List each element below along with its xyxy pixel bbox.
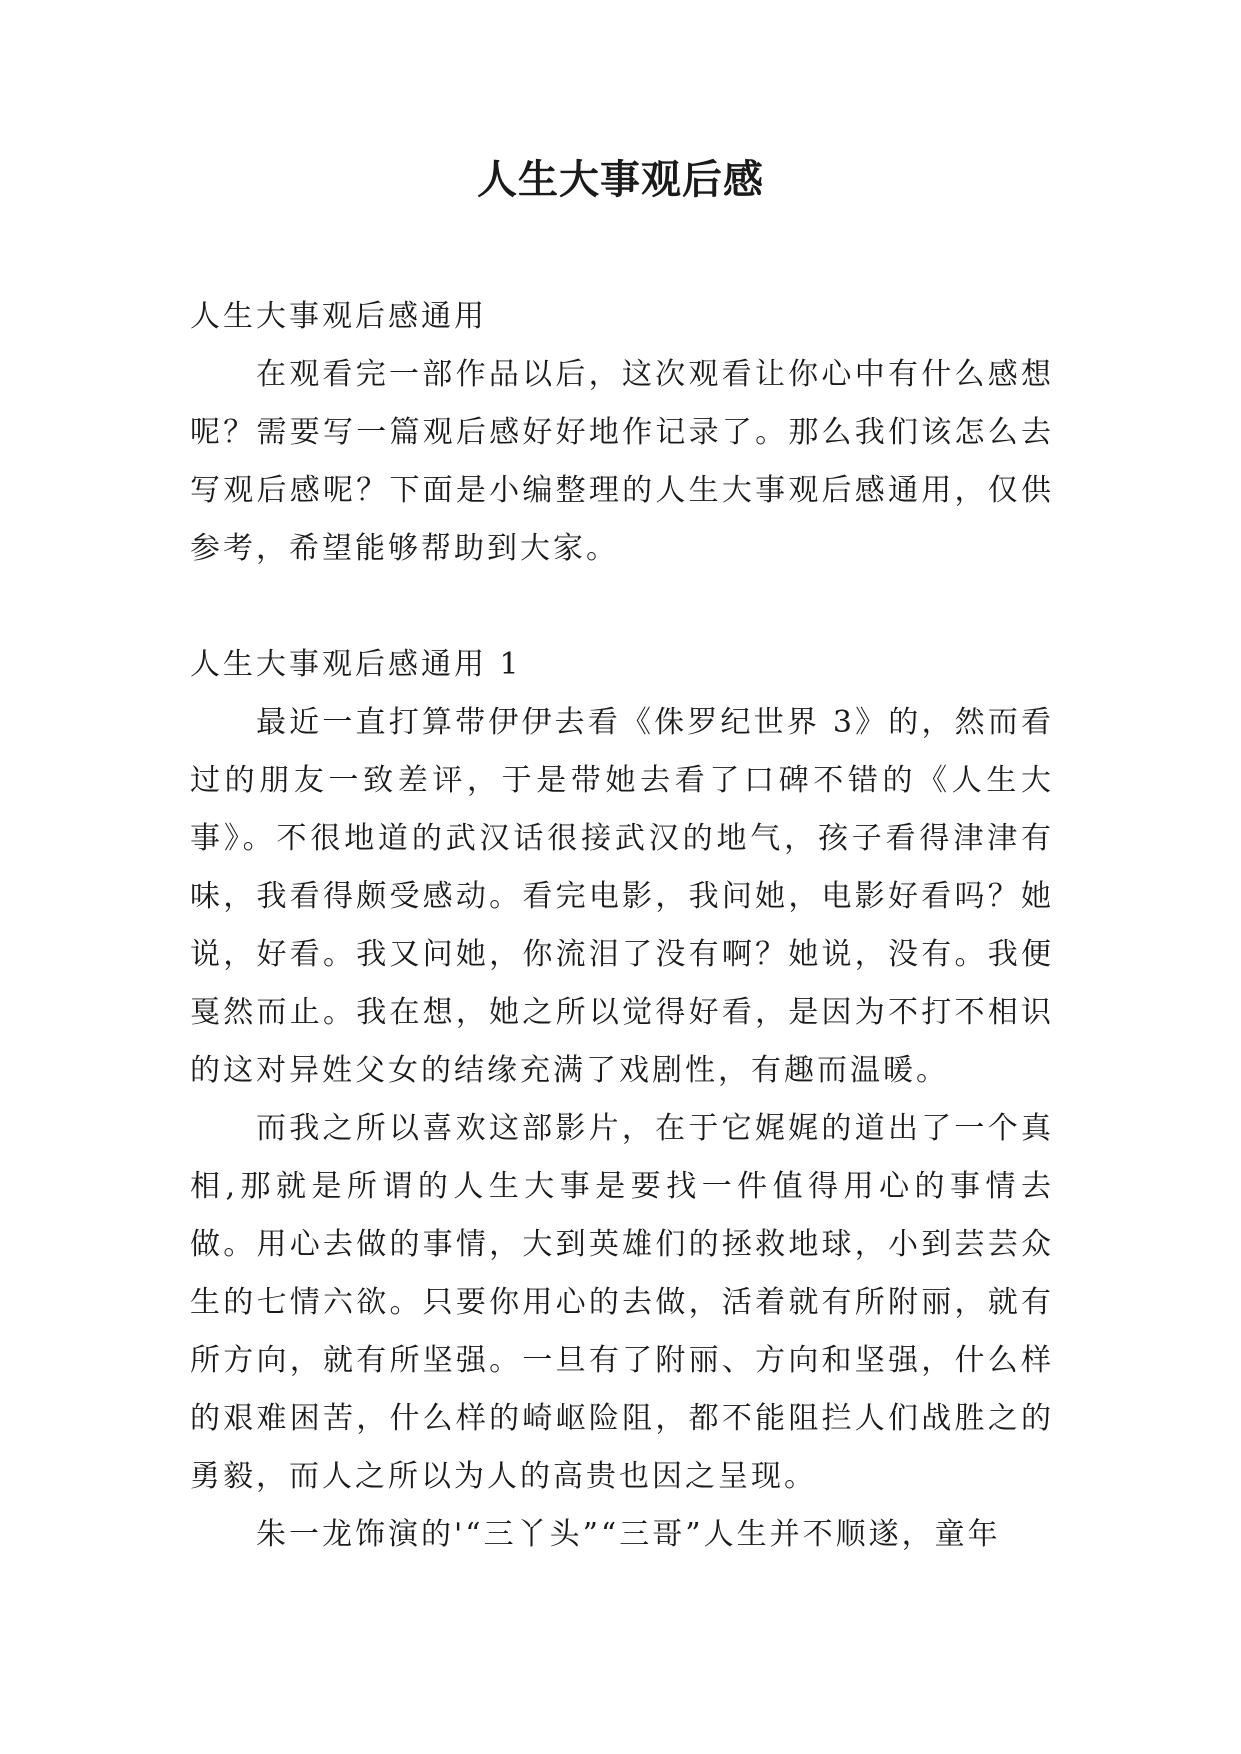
- intro-heading: 人生大事观后感通用: [190, 299, 487, 334]
- section-1-paragraph-3: 朱一龙饰演的'“三丫头”“三哥”人生并不顺遂，童年: [256, 1517, 1001, 1552]
- section-spacer: [190, 578, 1054, 636]
- document-body: [190, 288, 1054, 1564]
- section-1-paragraph-1: 最近一直打算带伊伊去看《侏罗纪世界 3》的，然而看过的朋友一致差评，于是带她去看了口碑不错的《人生大事》。不很地道的武汉话很接武汉的地气，孩子看得津津有味，我看得颇受感动。看完电影，我问她，电影好看吗？她说，好看。我又问她，你流泪了没有啊？她说，没有。我便戛然而止。我在想，她之所以觉得好看，是因为不打不相识的这对异姓父女的结缘充满了戏剧性，有趣而温暖。: [190, 705, 1054, 1088]
- section-1-paragraph-2: 而我之所以喜欢这部影片，在于它娓娓的道出了一个真相,那就是所谓的人生大事是要找一件值得用心的事情去做。用心去做的事情，大到英雄们的拯救地球，小到芸芸众生的七情六欲。只要你用心的去做，活着就有所附丽，就有所方向，就有所坚强。一旦有了附丽、方向和坚强，什么样的艰难困苦，什么样的崎岖险阻，都不能阻拦人们战胜之的勇毅，而人之所以为人的高贵也因之呈现。: [190, 1111, 1054, 1494]
- intro-paragraph: 在观看完一部作品以后，这次观看让你心中有什么感想呢？需要写一篇观后感好好地作记录了。那么我们该怎么去写观后感呢？下面是小编整理的人生大事观后感通用，仅供参考，希望能够帮助到大家。: [190, 357, 1054, 566]
- page-title: 人生大事观后感: [477, 156, 764, 203]
- section-1-heading: 人生大事观后感通用 1: [190, 647, 522, 682]
